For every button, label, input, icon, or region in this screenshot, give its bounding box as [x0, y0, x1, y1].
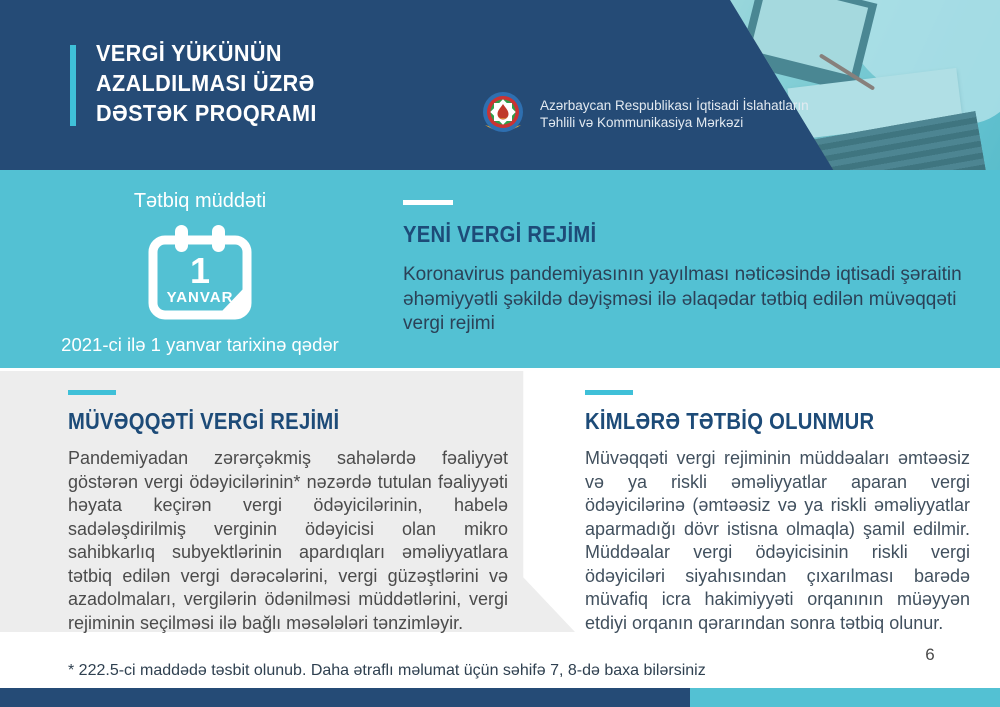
- application-period-band: [0, 170, 1000, 368]
- period-caption: 2021-ci ilə 1 yanvar tarixinə qədər: [61, 334, 339, 355]
- page-title: [96, 38, 331, 128]
- new-regime-heading: [403, 221, 968, 248]
- photo-teal-tint: [720, 0, 1000, 170]
- org-name: [540, 97, 809, 132]
- temporary-regime-body: Pandemiyadan zərərçəkmiş sahələrdə fəaliyyət göstərən vergi ödəyicilərinin* nəzərdə tutulan fəaliyyəti həyata keçirən vergi ödəyicilərinin, habelə sadələşdirilmiş verginin ödəyicisi olan mikro sahibkarlıq subyektlərinin apardıqları əməliyyatlara tətbiq edilən vergi dərəcələrini, vergi güzəştlərini və azadolmaları, vergilərin ödənilməsi müddətlərini, vergi rejiminin seçilməsi ilə bağlı məsələləri tənzimləyir.: [68, 448, 508, 633]
- new-regime-body: Koronavirus pandemiyasının yayılması nəticəsində iqtisadi şəraitin əhəmiyyətli şəkildə dəyişməsi ilə əlaqədar tətbiq edilən müvəqqəti vergi rejimi: [403, 264, 962, 334]
- not-applied-heading: [585, 408, 970, 435]
- period-label: Tətbiq müddəti: [133, 190, 267, 212]
- page-title-line-3: DƏSTƏK PROQRAMI: [96, 100, 317, 126]
- temporary-regime-section: [68, 390, 508, 635]
- header-photo: [720, 0, 1000, 170]
- bottom-bar-blue: [0, 688, 690, 707]
- not-applied-section: [585, 390, 970, 635]
- period-block: [45, 190, 355, 356]
- org-name-line-1: Azərbaycan Respublikası İqtisadi İslahatların: [540, 97, 809, 113]
- section-rule-teal-right: [585, 390, 633, 395]
- header-band: [0, 0, 1000, 170]
- new-regime-heading-text: YENİ VERGİ REJİMİ: [403, 221, 597, 247]
- temporary-regime-heading: [68, 408, 508, 435]
- page-title-line-2: AZALDILMASI ÜZRƏ: [96, 70, 315, 96]
- section-rule-white: [403, 200, 453, 205]
- footnote: * 222.5-ci maddədə təsbit olunub. Daha ətraflı məlumat üçün səhifə 7, 8-də baxa bilərsiniz: [68, 662, 706, 679]
- not-applied-body: Müvəqqəti vergi rejiminin müddəaları əmtəəsiz və ya riskli əməliyyatlar aparan vergi ödəyicilərinə (əmtəəsiz və ya riskli əməliyyatlar aparmadığı dövr istisna olmaqla) şamil edilmir. Müddəalar vergi ödəyicisinin riskli vergi ödəyiciləri siyahısından çıxarılması barədə müvafiq icra hakimiyyəti orqanının müəyyən etdiyi orqanın qərarından sonra tətbiq olunur.: [585, 448, 970, 633]
- page-number: 6: [925, 645, 935, 664]
- page-title-line-1: VERGİ YÜKÜNÜN: [96, 40, 282, 66]
- org-logo: [479, 90, 809, 138]
- bottom-bar-teal: [690, 688, 1000, 707]
- calendar-month: YANVAR: [166, 289, 234, 306]
- section-rule-teal-left: [68, 390, 116, 395]
- title-accent-bar: [70, 45, 76, 126]
- temporary-regime-heading-text: MÜVƏQQƏTİ VERGİ REJİMİ: [68, 408, 340, 434]
- calendar-day: 1: [189, 250, 211, 291]
- azerbaijan-coat-of-arms-icon: [479, 90, 527, 138]
- new-regime-section: [403, 200, 968, 337]
- not-applied-heading-text: KİMLƏRƏ TƏTBİQ OLUNMUR: [585, 408, 875, 434]
- org-name-line-2: Təhlili və Kommunikasiya Mərkəzi: [540, 115, 744, 130]
- calendar-icon: [144, 223, 256, 328]
